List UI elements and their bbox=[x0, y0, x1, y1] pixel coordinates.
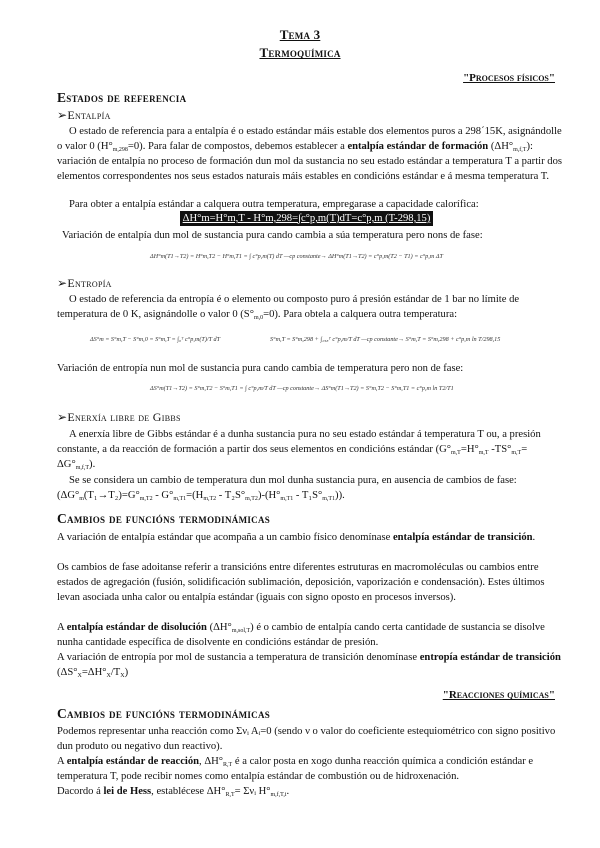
paragraph-entropy-reference: O estado de referencia da entropía é o elemento ou composto puro á presión estándar de 1 bar no límite de temperatura de 0 K, asignándolle o valor 0 $(S^\circ_{m,0}=0)$. Para obtela a calquera outra temperatura: bbox=[57, 294, 520, 322]
paragraph-enthalpy-reference: O estado de referencia para a entalpía é o estado estándar máis estable dos elementos puros a 298´15K, asignándolle o valor 0 $(H^\circ_{m,298}=0)$. Para falar de compostos, debemos establecer a entalpía estándar de formación $(\Delta H^\circ_{m,f,T})$: variación de entalpía no proceso de formación dun mol da sustancia no seu estado estándar a temperatura T a partir dos elementos correspondentes nos seus estados naturais máis estables en condicións estándar e á mesma temperatura T. bbox=[57, 126, 562, 183]
heading-thermo-changes-physical: Cambios de funcións termodinámicas bbox=[57, 511, 271, 526]
term-dissolution-enthalpy: entalpía estándar de disolución bbox=[66, 622, 207, 633]
heading-reference-states: Estados de referencia bbox=[57, 90, 187, 105]
paragraph-reaction-representation: Podemos representar unha reacción como Σνᵢ Aᵢ=0 (sendo ν o valor do coeficiente estequiométrico con signo positivo dun produto ou negativo dun reactivo). bbox=[57, 726, 556, 753]
paragraph-entropy-variation: Variación de entropía nun mol de sustancia pura cando cambia de temperatura pero non de fase: bbox=[57, 363, 464, 374]
term-transition-enthalpy: entalpía estándar de transición bbox=[392, 532, 533, 543]
paragraph-gibbs-definition: A enerxía libre de Gibbs estándar é a dunha sustancia pura no seu estado estándar á temperatura T ou, a presión constante, a da reacción de formación a partir dos seus elementos en condicións estándar ($G^\circ_{m,T}=H^\circ_{m,T}$ $-TS^\circ_{m,T}= \Delta G^\circ_{m,f,T}$). bbox=[57, 429, 541, 472]
heading-gibbs: ➢Enerxía libre de Gibbs bbox=[57, 410, 181, 424]
paragraph-hess-law: Dacordo á lei de Hess, establécese $\Delta H^\circ_{R,T}=$ Σνᵢ $H^\circ_{m,f,T,i}$. bbox=[57, 786, 290, 798]
paragraph-gibbs-temperature: Se se considera un cambio de temperatura dun mol dunha sustancia pura, en ausencia de cambios de fase: $(\Delta G^\circ_m(T_1\to T_2)=G^\circ_{m,T2} - G^\circ_{m,T1}=(H_{m,T2} - T_2S^\circ_{m,T2})-(H^\circ_{m,T1} - T_1S^\circ_{m,T1}))$. bbox=[57, 475, 517, 503]
term-hess-law: lei de Hess bbox=[103, 786, 152, 797]
paragraph-phase-changes: Os cambios de fase adoitanse referir a transicións entre diferentes estruturas en macromoléculas ou cambios entre estados de agregación (fusión, solidificación sublimación, deposición, vaporización e condensación). Estes últimos levan asociada unha calor ou entalpía estándar (iguais con signo oposto en procesos inversos). bbox=[57, 562, 545, 604]
page-title: Termoquímica bbox=[259, 45, 341, 60]
paragraph-enthalpy-variation: Variación de entalpía dun mol de sustancia pura cando cambia a súa temperatura pero nons de fase: bbox=[62, 230, 483, 241]
term-transition-entropy: entropía estándar de transición bbox=[419, 652, 561, 663]
boxed-equation-enthalpy: ΔH°m=H°m,T - H°m,298=∫c°p,m(T)dT=c°p,m (T-298,15) bbox=[180, 211, 433, 226]
equation-enthalpy-variation: ΔH°m(T1→T2) = H°m,T2 − H°m,T1 = ∫ c°p,m(T) dT —cp constante→ ΔH°m(T1→T2) = c°p,m(T2 − T1) = c°p,m ΔT bbox=[150, 253, 443, 260]
heading-enthalpy: ➢Entalpía bbox=[57, 108, 111, 122]
section-tag-chemical: "Reacciones químicas" bbox=[442, 689, 555, 701]
topic-title: Tema 3 bbox=[279, 27, 321, 42]
heading-entropy: ➢Entropía bbox=[57, 276, 112, 290]
paragraph-transition-enthalpy: A variación de entalpía estándar que acompaña a un cambio físico denomínase entalpía estándar de transición. bbox=[57, 532, 536, 543]
paragraph-transition-entropy: A variación de entropía por mol de sustancia a temperatura de transición denomínase entropía estándar de transición $(\Delta S^\circ_X=\Delta H^\circ_X/T_X)$ bbox=[57, 652, 561, 680]
paragraph-dissolution-enthalpy: A entalpía estándar de disolución $(\Delta H^\circ_{m,sol,T})$ é o cambio de entalpía cando certa cantidade de sustancia se disolve nunha cantidade específica de disolvente en condicións estándar de presión. bbox=[57, 622, 545, 649]
equation-entropy-variation: ΔS°m(T1→T2) = S°m,T2 − S°m,T1 = ∫ c°p,m/T dT —cp constante→ ΔS°m(T1→T2) = S°m,T2 − S°m,T1 = c°p,m ln T2/T1 bbox=[150, 385, 454, 392]
equation-entropy-temperature: S°m,T = S°m,298 + ∫₂₉₈ᵀ c°p,m/T dT —cp constante→ S°m,T = S°m,298 + c°p,m ln T/298,15 bbox=[270, 336, 501, 343]
term-reaction-enthalpy: entalpía estándar de reacción bbox=[66, 756, 200, 767]
heading-thermo-changes-chemical: Cambios de funcións termodinámicas bbox=[57, 706, 271, 721]
term-formation-enthalpy: entalpía estándar de formación bbox=[347, 141, 489, 153]
paragraph-reaction-enthalpy: A entalpía estándar de reacción, $\Delta H^\circ_{R,T}$ é a calor posta en xogo dunha reacción química a condición estándar e temperatura T, pode recibir nomes como entalpía estándar de combustión ou de hidroxenación. bbox=[57, 756, 534, 783]
section-tag-physical: "Procesos físicos" bbox=[463, 72, 555, 84]
paragraph-enthalpy-other-temp: Para obter a entalpía estándar a calquera outra temperatura, empregarase a capacidade calorífica: bbox=[69, 199, 479, 210]
equation-entropy-absolute: ΔS°m = S°m,T − S°m,0 = S°m,T = ∫₀ᵀ c°p,m(T)/T dT bbox=[90, 336, 221, 343]
